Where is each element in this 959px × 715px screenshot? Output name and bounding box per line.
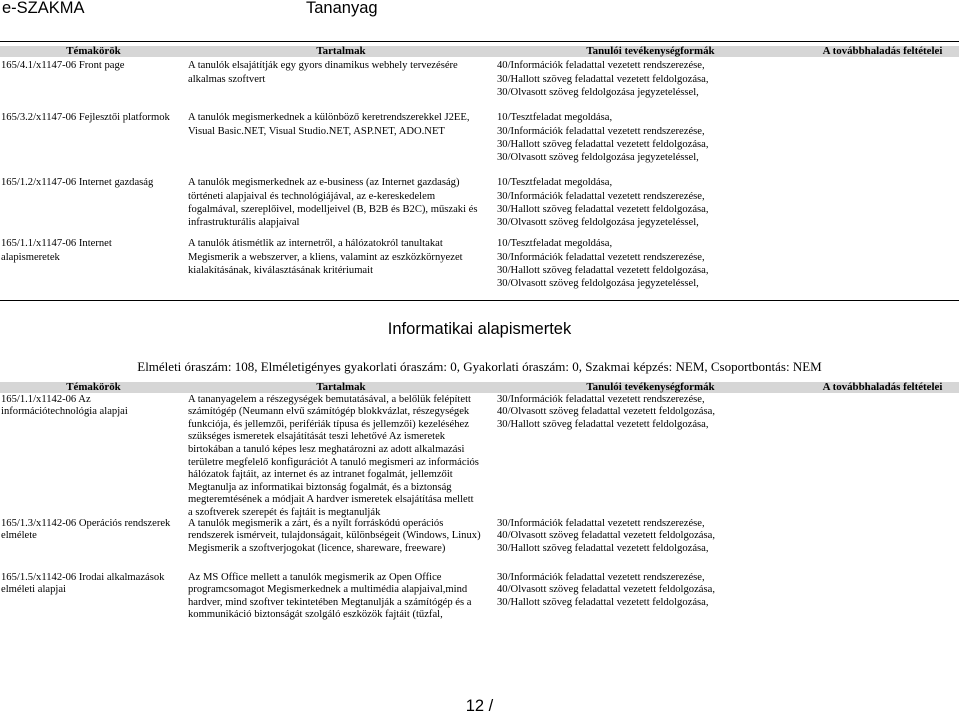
topic-line: 165/4.1/x1147-06 Front page	[1, 60, 125, 72]
conditions-cell	[806, 176, 959, 229]
content-line: szükséges ismeretek elsajátítását teszi lehetővé Az ismeretek	[188, 431, 446, 443]
content-line: Az MS Office mellett a tanulók megismerik az Open Office	[188, 571, 442, 583]
content-line: alkalmas szoftvert	[188, 73, 266, 85]
header-divider	[0, 41, 959, 42]
content-line: a szoftverek szerepét és fajtáit is megtanulják	[188, 507, 381, 519]
topic-line: 165/1.2/x1147-06 Internet gazdaság	[1, 177, 154, 189]
topic-cell	[0, 59, 187, 99]
content-line: programcsomagot Megismerkednek a multimédia alapjaival,mind	[188, 584, 468, 596]
conditions-cell	[806, 237, 959, 290]
content-cell	[187, 394, 495, 520]
topic-line: elméleti alapjai	[1, 584, 67, 596]
content-line: A tanulók átismétlik az internetről, a hálózatokról tanultakat	[188, 238, 443, 250]
activities-line: 10/Tesztfeladat megoldása,	[497, 238, 613, 250]
content-line: A tanulók elsajátítják egy gyors dinamikus webhely tervezésére	[188, 60, 458, 72]
activities-line: 10/Tesztfeladat megoldása,	[497, 112, 613, 124]
content-line: kommunikáció biztonságát szolgáló eszközök fajtáit (tűzfal,	[188, 609, 443, 621]
content-cell	[187, 518, 495, 556]
content-cell	[187, 59, 495, 99]
column-header-activities: Tanulói tevékenységformák	[586, 381, 715, 393]
activities-cell	[495, 111, 806, 164]
content-line: A tananyagelem a részegységek bemutatásával, a belőlük felépített	[188, 393, 471, 405]
content-line: számítógép (Neumann elvű számítógép blokkvázlat, részegységek	[188, 406, 470, 418]
conditions-cell	[806, 111, 959, 164]
content-line: területre megfelelő konfigurációt A tanuló megismeri az információs	[188, 456, 479, 468]
topic-line: 165/1.5/x1142-06 Irodai alkalmazások	[1, 571, 165, 583]
content-line: kialakításának, kiválasztásának kritériumait	[188, 264, 374, 276]
activities-line: 30/Hallott szöveg feladattal vezetett feldolgozása,	[497, 596, 709, 608]
activities-line: 30/Információk feladattal vezetett rendszerezése,	[497, 571, 705, 583]
table-row	[0, 572, 959, 622]
topic-cell	[0, 518, 187, 556]
conditions-cell	[806, 572, 959, 622]
content-line: birtokában a tanuló képes lesz meghatározni az adott alkalmazási	[188, 444, 465, 456]
content-line: Megismerik a webszerver, a kliens, valamint az eszközkörnyezet	[188, 251, 463, 263]
activities-cell	[495, 518, 806, 556]
content-line: hálózatok fajtáit, az internet és az intranet fogalmát, jellemzőit	[188, 469, 453, 481]
activities-cell	[495, 237, 806, 290]
column-header-topics: Témakörök	[66, 45, 121, 57]
content-line: megteremtésének a módjait A hardver ismeretek elsajátítása mellett	[188, 494, 474, 506]
column-header-activities: Tanulói tevékenységformák	[586, 45, 715, 57]
section-title: Tananyag	[306, 0, 378, 17]
content-line: történeti alapjaival és technológiájával, az e-kereskedelem	[188, 190, 436, 202]
content-line: fogalmával, szereplőivel, modelljeivel (B, B2B és B2C), műszaki és	[188, 203, 478, 215]
table-header-row	[0, 46, 959, 57]
curriculum-table-1	[0, 46, 959, 290]
column-header-topics: Témakörök	[66, 381, 121, 393]
topic-cell	[0, 176, 187, 229]
table-row	[0, 176, 959, 229]
conditions-cell	[806, 394, 959, 520]
activities-line: 10/Tesztfeladat megoldása,	[497, 177, 613, 189]
content-line: funkciója, és jellemzői, perifériák típusa és jellemzői) kezeléséhez	[188, 418, 469, 430]
activities-line: 30/Hallott szöveg feladattal vezetett feldolgozása,	[497, 264, 709, 276]
page-number: 12 /	[465, 697, 494, 715]
activities-line: 30/Hallott szöveg feladattal vezetett feldolgozása,	[497, 138, 709, 150]
content-line: hardver, mind szoftver tekintetében Megtanulják a számítógép és a	[188, 596, 472, 608]
column-header-conditions: A továbbhaladás feltételei	[822, 45, 943, 57]
conditions-cell	[806, 59, 959, 99]
activities-cell	[495, 394, 806, 520]
activities-cell	[495, 176, 806, 229]
topic-cell	[0, 572, 187, 622]
activities-line: 30/Hallott szöveg feladattal vezetett feldolgozása,	[497, 418, 709, 430]
content-line: infrastrukturális alapjaival	[188, 217, 300, 228]
conditions-cell	[806, 518, 959, 556]
topic-cell	[0, 111, 187, 164]
table-row	[0, 518, 959, 556]
table-end-divider	[0, 300, 959, 301]
activities-line: 30/Hallott szöveg feladattal vezetett feldolgozása,	[497, 203, 709, 215]
content-line: A tanulók megismerkednek az e-business (az Internet gazdaság)	[188, 177, 460, 189]
activities-line: 30/Olvasott szöveg feldolgozása jegyzeteléssel,	[497, 217, 699, 228]
activities-cell	[495, 59, 806, 99]
activities-line: 40/Olvasott szöveg feladattal vezetett feldolgozása,	[497, 584, 715, 596]
activities-line: 30/Hallott szöveg feladattal vezetett feldolgozása,	[497, 73, 709, 85]
brand-title: e-SZAKMA	[2, 0, 85, 17]
topic-line: 165/3.2/x1147-06 Fejlesztői platformok	[1, 112, 170, 124]
activities-line: 30/Olvasott szöveg feldolgozása jegyzeteléssel,	[497, 152, 699, 163]
column-header-contents: Tartalmak	[316, 381, 366, 393]
topic-cell	[0, 237, 187, 290]
activities-line: 40/Olvasott szöveg feladattal vezetett feldolgozása,	[497, 406, 715, 418]
content-line: Visual Basic.NET, Visual Studio.NET, ASP.NET, ADO.NET	[188, 125, 445, 137]
activities-line: 30/Információk feladattal vezetett rendszerezése,	[497, 125, 705, 137]
table-body	[0, 394, 959, 622]
content-cell	[187, 111, 495, 164]
activities-line: 30/Olvasott szöveg feldolgozása jegyzeteléssel,	[497, 278, 699, 289]
table-row	[0, 394, 959, 520]
column-header-conditions: A továbbhaladás feltételei	[822, 381, 943, 393]
content-line: A tanulók megismerik a zárt, és a nyílt forráskódú operációs	[188, 517, 444, 529]
content-cell	[187, 176, 495, 229]
content-cell	[187, 237, 495, 290]
content-line: Megtanulja az informatikai biztonság fogalmát, és a biztonság	[188, 481, 452, 493]
activities-cell	[495, 572, 806, 622]
curriculum-table-2	[0, 382, 959, 622]
content-cell	[187, 572, 495, 622]
module-hours: Elméleti óraszám: 108, Elméletigényes gyakorlati óraszám: 0, Gyakorlati óraszám: 0, Szakmai képzés: NEM, Csoportbontás: NEM	[137, 359, 822, 374]
activities-line: 40/Olvasott szöveg feladattal vezetett feldolgozása,	[497, 530, 715, 542]
table-body	[0, 59, 959, 290]
activities-line: 30/Információk feladattal vezetett rendszerezése,	[497, 517, 705, 529]
table-row	[0, 237, 959, 290]
topic-line: információtechnológia alapjai	[1, 406, 128, 418]
topic-line: alapismeretek	[1, 251, 60, 263]
module-title: Informatikai alapismertek	[387, 320, 572, 338]
content-line: A tanulók megismerkednek a különböző keretrendszerekkel J2EE,	[188, 112, 470, 124]
activities-line: 30/Információk feladattal vezetett rendszerezése,	[497, 393, 705, 405]
activities-line: 30/Információk feladattal vezetett rendszerezése,	[497, 190, 705, 202]
content-line: Megismerik a szoftverjogokat (licence, shareware, freeware)	[188, 542, 446, 554]
column-header-contents: Tartalmak	[316, 45, 366, 57]
topic-line: elmélete	[1, 530, 37, 542]
topic-line: 165/1.1/x1147-06 Internet	[1, 238, 112, 250]
activities-line: 30/Olvasott szöveg feldolgozása jegyzeteléssel,	[497, 86, 699, 98]
table-header-row	[0, 382, 959, 393]
content-line: rendszerek ismérveit, tulajdonságait, különbségeit (Windows, Linux)	[188, 530, 481, 542]
activities-line: 30/Hallott szöveg feladattal vezetett feldolgozása,	[497, 542, 709, 554]
activities-line: 40/Információk feladattal vezetett rendszerezése,	[497, 60, 705, 72]
activities-line: 30/Információk feladattal vezetett rendszerezése,	[497, 251, 705, 263]
table-row	[0, 111, 959, 164]
topic-line: 165/1.3/x1142-06 Operációs rendszerek	[1, 517, 171, 529]
topic-line: 165/1.1/x1142-06 Az	[1, 393, 91, 405]
topic-cell	[0, 394, 187, 520]
table-row	[0, 59, 959, 99]
